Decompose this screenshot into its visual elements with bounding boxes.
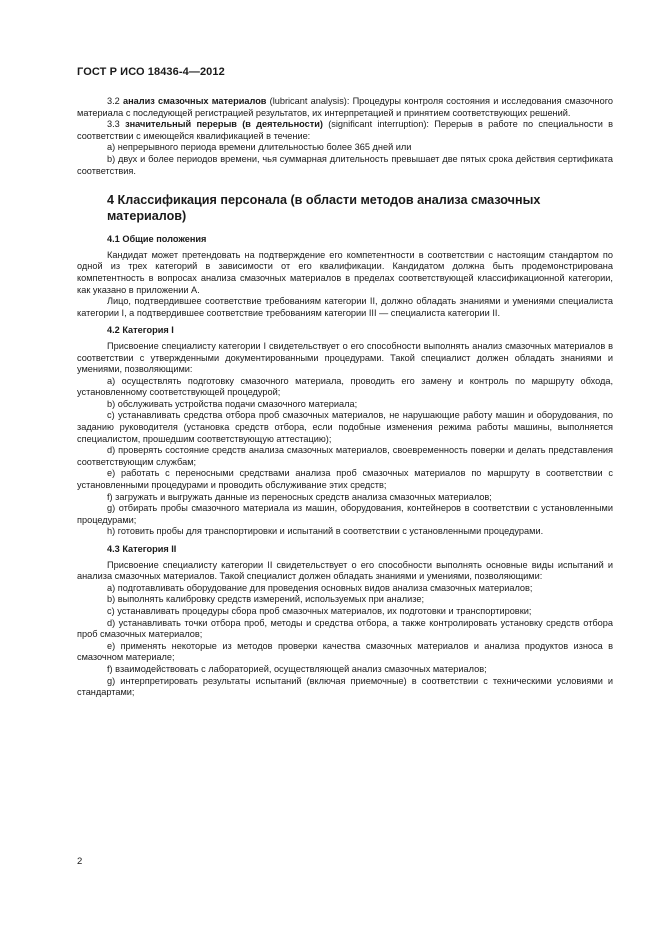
paragraph: Присвоение специалисту категории I свидетельствует о его способности выполнять анализ смазочных материалов в соответствии с утвержденными документированными процедурами. Такой специалист должен обладать знаниями и умениями, позволяющими: bbox=[77, 340, 613, 375]
paragraph: Присвоение специалисту категории II свидетельствует о его способности выполнять основные виды испытаний и анализа смазочных материалов. Такой специалист должен обладать знаниями и умениями, позволяющими: bbox=[77, 559, 613, 582]
list-item: e) работать с переносными средствами анализа проб смазочных материалов по маршруту в соответствии с установленными процедурами и проводить обслуживание этих средств; bbox=[77, 468, 613, 491]
document-body bbox=[77, 96, 613, 699]
list-item: e) применять некоторые из методов проверки качества смазочных материалов и анализа продуктов износа в смазочном материале; bbox=[77, 640, 613, 663]
term-definition: (significant interruption): Перерыв в работе по специальности в соответствии с имеющейся квалификацией в течение: bbox=[77, 119, 613, 141]
clause-number: 3.3 bbox=[107, 119, 120, 130]
list-item: c) устанавливать процедуры сбора проб смазочных материалов, их подготовки и транспортировки; bbox=[107, 605, 532, 616]
list-item: g) интерпретировать результаты испытаний (включая приемочные) в соответствии с техническими условиями и стандартами; bbox=[77, 675, 613, 698]
list-item: c) устанавливать средства отбора проб смазочных материалов, не нарушающие работу машин и оборудования, по заданию руководителя (установка средств отбора, если подобные изменения режима работы машины, выполняется специалистом, прошедшим соответствующую аттестацию); bbox=[77, 410, 613, 444]
list-item: a) подготавливать оборудование для проведения основных видов анализа смазочных материалов; bbox=[107, 582, 533, 593]
clause-3-3 bbox=[77, 119, 613, 142]
list-item: g) отбирать пробы смазочного материала из машин, оборудования, контейнеров в соответствии с установленными процедурами; bbox=[77, 503, 613, 525]
standard-header: ГОСТ Р ИСО 18436-4—2012 bbox=[77, 66, 225, 78]
clause-number: 3.2 bbox=[107, 96, 120, 106]
list-item: a) осуществлять подготовку смазочного материала, проводить его замену и контроль по маршруту обхода, установленному соответствующей процедурой; bbox=[77, 375, 613, 398]
list-item: d) проверять состояние средств анализа смазочных материалов, своевременность поверки и делать представления соответствующим службам; bbox=[77, 445, 613, 467]
list-item: h) готовить пробы для транспортировки и испытаний в соответствии с установленными процедурами. bbox=[107, 526, 544, 537]
term-significant-interruption: значительный перерыв (в деятельности) bbox=[125, 119, 323, 130]
term-lubricant-analysis: анализ смазочных материалов bbox=[122, 96, 267, 106]
list-item: d) устанавливать точки отбора проб, методы и средства отбора, а также контролировать установку средств отбора проб смазочных материалов; bbox=[77, 617, 613, 640]
subsection-4-1-title: 4.1 Общие положения bbox=[107, 234, 207, 245]
term-definition: (lubricant analysis): Процедуры контроля состояния и исследования смазочного материала с последующей регистрацией результатов, их интерпретацией и принятием соответствующих решений. bbox=[77, 96, 613, 118]
list-item: b) обслуживать устройства подачи смазочного материала; bbox=[107, 398, 358, 409]
section-4-title: 4 Классификация персонала (в области методов анализа смазочных материалов) bbox=[107, 193, 541, 223]
paragraph: Лицо, подтвердившее соответствие требованиям категории II, должно обладать знаниями и умениями специалиста категории I, а подтвердившее соответствие требованиям категории III — специалиста категории II. bbox=[77, 296, 613, 318]
subsection-4-3-title: 4.3 Категория II bbox=[107, 544, 177, 554]
list-item: f) взаимодействовать с лабораторией, осуществляющей анализ смазочных материалов; bbox=[107, 663, 487, 674]
list-item: b) двух и более периодов времени, чья суммарная длительность превышает две пятых срока действия сертификата соответствия. bbox=[77, 153, 613, 176]
clause-3-2 bbox=[77, 96, 613, 119]
paragraph: Кандидат может претендовать на подтверждение его компетентности в соответствии с настоящим стандартом по одной из трех категорий в зависимости от его квалификации. Кандидатом должна быть продемонстрирована компетентность в вопросах анализа смазочных материалов в пределах соответствующей классификационной категории, как указано в приложении А. bbox=[77, 249, 613, 295]
list-item: a) непрерывного периода времени длительностью более 365 дней или bbox=[107, 142, 412, 153]
page-number: 2 bbox=[77, 856, 83, 867]
list-item: f) загружать и выгружать данные из переносных средств анализа смазочных материалов; bbox=[107, 491, 492, 502]
subsection-4-2-title: 4.2 Категория I bbox=[107, 325, 174, 336]
list-item: b) выполнять калибровку средств измерений, используемых при анализе; bbox=[107, 594, 424, 605]
